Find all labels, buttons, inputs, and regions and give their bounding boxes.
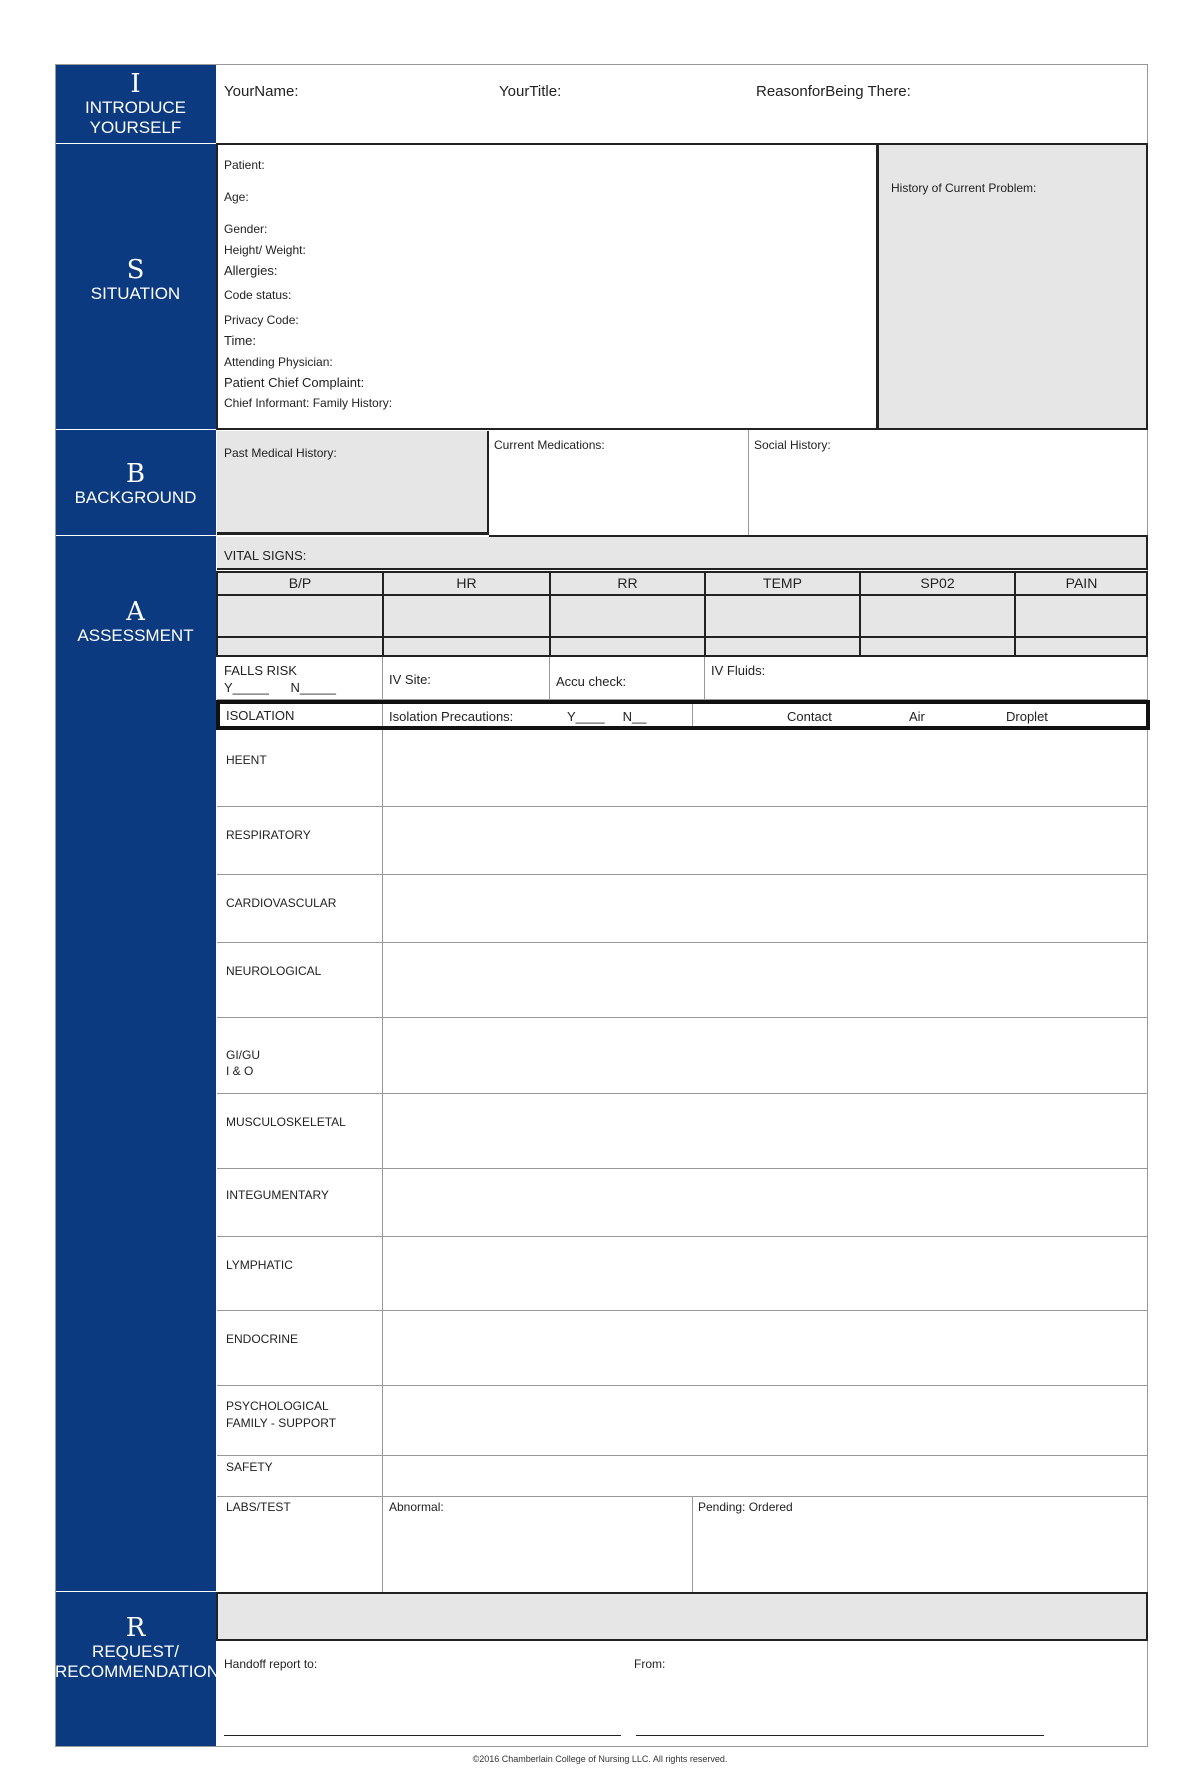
system-row-line <box>217 1385 1148 1386</box>
isolation-droplet-option[interactable]: Droplet <box>1006 709 1048 724</box>
vital-header-bp: B/P <box>288 575 312 591</box>
falls-col-line <box>382 657 383 699</box>
lymphatic-notes[interactable] <box>384 1238 1147 1309</box>
isolation-contact-option[interactable]: Contact <box>787 709 832 724</box>
system-safety: SAFETY <box>226 1460 273 1474</box>
vital-header-rr: RR <box>617 575 638 591</box>
system-heent: HEENT <box>226 753 267 767</box>
current-meds-label: Current Medications: <box>494 438 605 452</box>
recommendation-letter: R <box>125 1613 146 1643</box>
gi-gu-notes[interactable] <box>384 1019 1147 1092</box>
iv-site-field[interactable]: IV Site: <box>389 672 431 687</box>
vital-value-hr[interactable] <box>385 597 548 635</box>
system-row-line <box>217 1093 1148 1094</box>
falls-risk-label: FALLS RISK <box>224 663 297 678</box>
situation-word: SITUATION <box>90 284 181 303</box>
code-status-field[interactable]: Code status: <box>224 288 292 302</box>
handoff-signature-line[interactable] <box>224 1735 621 1736</box>
attending-physician-field[interactable]: Attending Physician: <box>224 355 333 369</box>
system-integumentary: INTEGUMENTARY <box>226 1188 329 1202</box>
safety-notes[interactable] <box>384 1457 1147 1495</box>
vital-value-temp[interactable] <box>707 597 858 635</box>
social-history-label: Social History: <box>754 438 831 452</box>
height-weight-field[interactable]: Height/ Weight: <box>224 243 306 257</box>
system-neurological: NEUROLOGICAL <box>226 964 322 978</box>
system-row-line <box>217 1496 1148 1497</box>
patient-field[interactable]: Patient: <box>224 158 265 172</box>
from-field[interactable]: From: <box>634 1657 666 1671</box>
gender-field[interactable]: Gender: <box>224 222 268 236</box>
heent-notes[interactable] <box>384 731 1147 805</box>
falls-risk-yn[interactable]: Y_____ N_____ <box>224 680 337 695</box>
system-psychological: PSYCHOLOGICAL <box>226 1399 329 1413</box>
vital-header-temp: TEMP <box>763 575 802 591</box>
handoff-field[interactable]: Handoff report to: <box>224 1657 318 1671</box>
vital-header-pain: PAIN <box>1065 575 1098 591</box>
system-row-line <box>217 1455 1148 1456</box>
system-musculoskeletal: MUSCULOSKELETAL <box>226 1115 346 1129</box>
chief-complaint-field[interactable]: Patient Chief Complaint: <box>224 375 365 390</box>
assessment-word: ASSESSMENT <box>77 626 194 645</box>
vital-col-line <box>1014 571 1016 657</box>
background-word: BACKGROUND <box>74 488 197 507</box>
isolation-col-line <box>382 704 383 726</box>
neurological-notes[interactable] <box>384 944 1147 1016</box>
vital-signs-label: VITAL SIGNS: <box>224 548 307 563</box>
allergies-field[interactable]: Allergies: <box>224 263 278 278</box>
your-name-field[interactable]: YourName: <box>224 83 299 100</box>
isolation-yn[interactable]: Y____ N__ <box>567 709 647 724</box>
system-gi-gu-sub: I & O <box>226 1064 254 1078</box>
assessment-letter: A <box>126 597 145 627</box>
copyright: ©2016 Chamberlain College of Nursing LLC. All rights reserved. <box>472 1754 728 1764</box>
system-endocrine: ENDOCRINE <box>226 1332 299 1346</box>
system-row-line <box>217 942 1148 943</box>
vital-value-pain[interactable] <box>1017 597 1147 635</box>
system-lymphatic: LYMPHATIC <box>226 1258 293 1272</box>
past-medical-label: Past Medical History: <box>224 446 337 460</box>
vital-header-hr: HR <box>456 575 477 591</box>
integumentary-notes[interactable] <box>384 1170 1147 1235</box>
isolation-precautions-label: Isolation Precautions: <box>389 709 514 724</box>
vital-value-rr[interactable] <box>552 597 703 635</box>
iv-fluids-field[interactable]: IV Fluids: <box>711 663 766 678</box>
pending-ordered-field[interactable]: Pending: Ordered <box>698 1500 793 1514</box>
introduce-line2: YOURSELF <box>89 118 182 137</box>
time-field[interactable]: Time: <box>224 333 257 348</box>
age-field[interactable]: Age: <box>224 190 249 204</box>
your-title-field[interactable]: YourTitle: <box>499 83 562 100</box>
system-row-line <box>217 1310 1148 1311</box>
history-current-label: History of Current Problem: <box>891 181 1037 195</box>
labs-col-line <box>692 1496 693 1592</box>
situation-letter: S <box>126 255 145 285</box>
vital-row-line <box>216 594 1148 596</box>
vital-header-sp02: SP02 <box>920 575 955 591</box>
introduce-letter: I <box>130 69 141 99</box>
system-row-line <box>217 1236 1148 1237</box>
chief-informant-field[interactable]: Chief Informant: Family History: <box>224 396 393 410</box>
system-respiratory: RESPIRATORY <box>226 828 311 842</box>
reason-field[interactable]: ReasonforBeing There: <box>756 83 911 100</box>
isolation-label: ISOLATION <box>226 708 295 723</box>
vital-value-sp02[interactable] <box>862 597 1013 635</box>
recommendation-box[interactable] <box>216 1592 1148 1641</box>
system-row-line <box>217 874 1148 875</box>
psychological-notes[interactable] <box>384 1387 1147 1454</box>
system-psychological-sub: FAMILY - SUPPORT <box>226 1416 337 1430</box>
vital-col-line <box>704 571 706 657</box>
privacy-code-field[interactable]: Privacy Code: <box>224 313 299 327</box>
endocrine-notes[interactable] <box>384 1312 1147 1384</box>
vital-col-line <box>382 571 384 657</box>
recommendation-line1: REQUEST/ <box>92 1642 179 1661</box>
vital-row-line <box>216 636 1148 638</box>
vital-col-line <box>859 571 861 657</box>
from-signature-line[interactable] <box>636 1735 1044 1736</box>
vital-value-bp[interactable] <box>218 597 381 635</box>
system-row-line <box>217 806 1148 807</box>
vital-col-line <box>549 571 551 657</box>
system-row-line <box>217 1168 1148 1169</box>
system-gi-gu: GI/GU <box>226 1048 261 1062</box>
accu-check-field[interactable]: Accu check: <box>556 674 627 689</box>
isolation-air-option[interactable]: Air <box>909 709 925 724</box>
musculoskeletal-notes[interactable] <box>384 1095 1147 1167</box>
recommendation-line2: RECOMMENDATION <box>55 1662 220 1681</box>
isolation-col-line <box>692 704 693 726</box>
background-letter: B <box>125 459 146 489</box>
bg-divider <box>748 430 749 536</box>
vital-signs-header <box>217 537 1148 570</box>
system-row-line <box>217 1017 1148 1018</box>
falls-col-line <box>549 657 550 699</box>
introduce-line1: INTRODUCE <box>84 98 187 117</box>
system-cardiovascular: CARDIOVASCULAR <box>226 896 337 910</box>
cardiovascular-notes[interactable] <box>384 876 1147 941</box>
system-labs-test: LABS/TEST <box>226 1500 291 1514</box>
abnormal-field[interactable]: Abnormal: <box>389 1500 444 1514</box>
falls-col-line <box>704 657 705 699</box>
respiratory-notes[interactable] <box>384 808 1147 873</box>
systems-col-line <box>382 730 383 1592</box>
